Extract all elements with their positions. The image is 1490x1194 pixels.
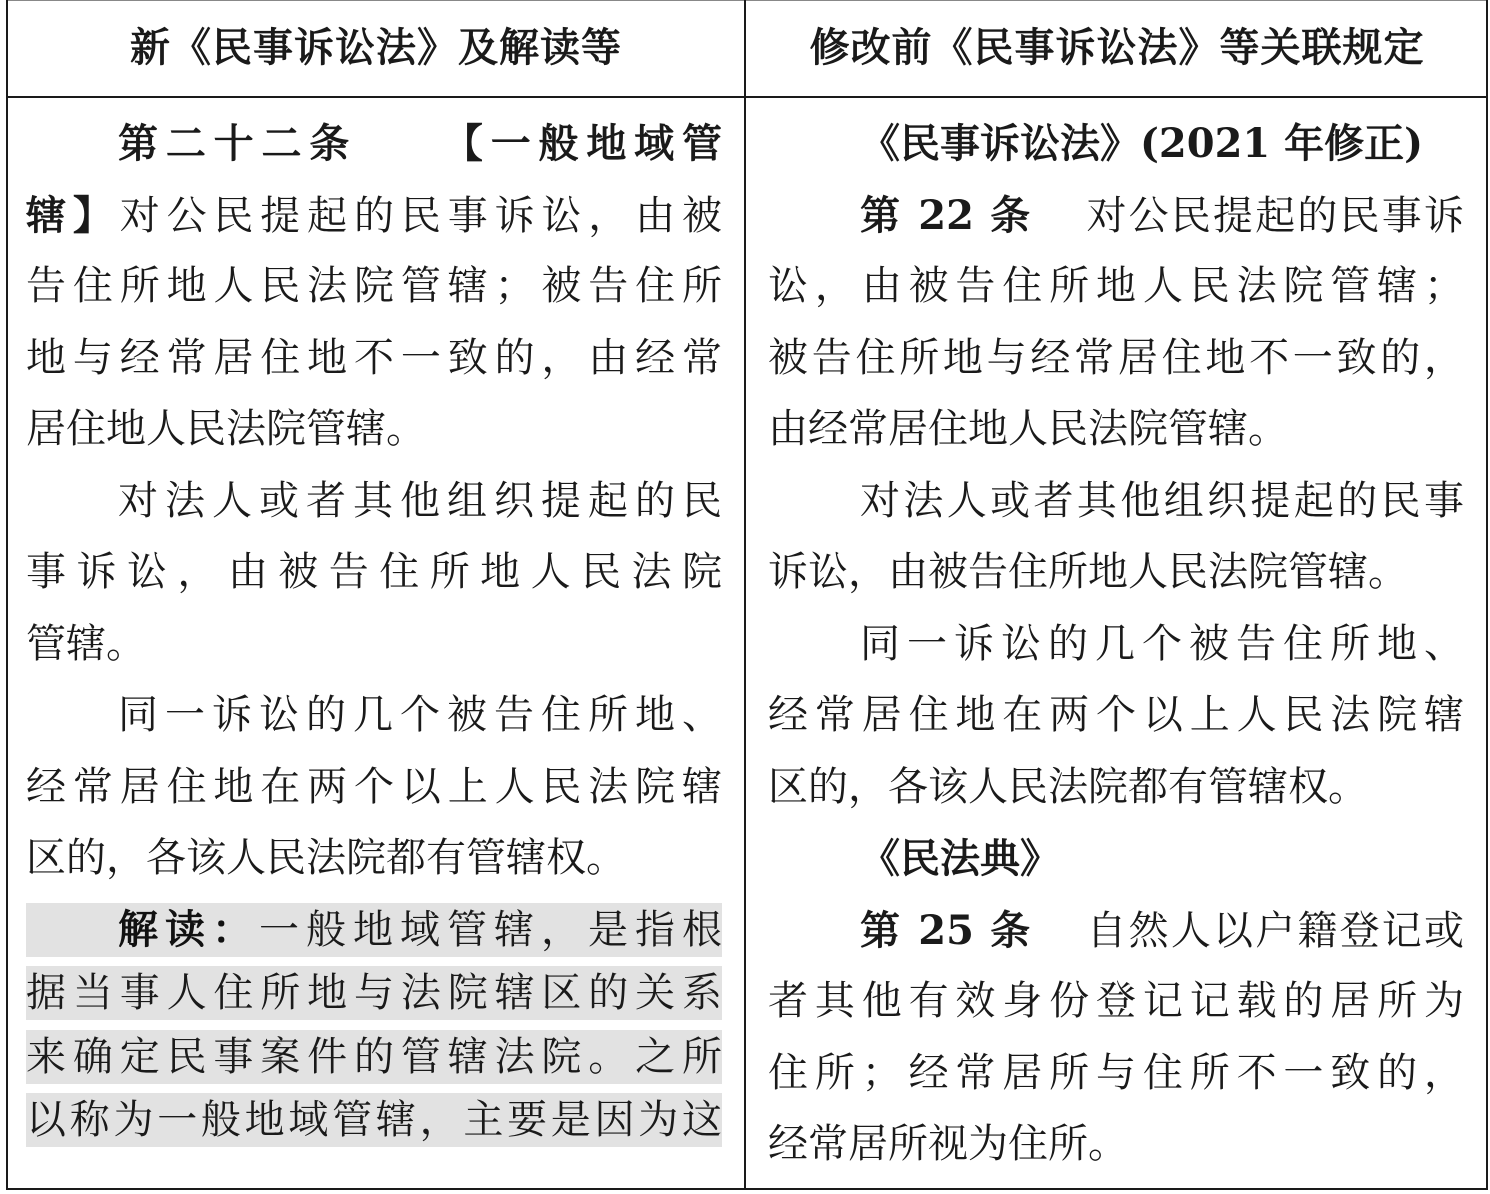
text-line: 区的，各该人民法院都有管辖权。 xyxy=(26,835,626,881)
article-line xyxy=(768,895,1464,967)
article-label: 第 22 条 xyxy=(860,191,1033,239)
text-line: 对法人或者其他组织提起的民 xyxy=(118,477,722,524)
text-line: 区的，各该人民法院都有管辖权。 xyxy=(768,763,1368,810)
text-line: 同一诉讼的几个被告住所地、 xyxy=(860,620,1464,667)
article-heading xyxy=(26,108,722,180)
text-line: 同一诉讼的几个被告住所地、 xyxy=(118,692,722,738)
text-line xyxy=(26,180,722,252)
header-left: 新《民事诉讼法》及解读等 xyxy=(130,24,622,71)
interpretation-line: 以称为一般地域管辖，主要是因为这 xyxy=(26,1093,722,1147)
article-title-end: 辖】 xyxy=(26,191,120,239)
column-divider xyxy=(744,0,746,1190)
interpretation-label: 解读： xyxy=(118,905,259,953)
text-line: 经常居住地在两个以上人民法院辖 xyxy=(26,763,722,810)
text-line: 管辖。 xyxy=(26,620,146,667)
article-title: 【一般地域管 xyxy=(435,120,722,167)
text-line: 被告住所地与经常居住地不一致的， xyxy=(768,334,1464,381)
text-line: 讼，由被告住所地人民法院管辖； xyxy=(768,263,1464,309)
text-line: 者其他有效身份登记记载的居所为 xyxy=(768,978,1464,1024)
text-line: 经常居所视为住所。 xyxy=(768,1121,1128,1167)
text-line: 居住地人民法院管辖。 xyxy=(26,406,426,452)
text-line: 告住所地人民法院管辖；被告住所 xyxy=(26,263,722,309)
text-line: 住所；经常居所与住所不一致的， xyxy=(768,1049,1464,1096)
text-span: 一般地域管辖，是指根 xyxy=(259,906,722,953)
article-label: 第二十二条 xyxy=(118,120,358,167)
text-span: 对公民提起的民事诉讼，由被 xyxy=(119,192,722,239)
text-line: 地与经常居住地不一致的，由经常 xyxy=(26,334,722,381)
text-line: 经常居住地在两个以上人民法院辖 xyxy=(768,692,1464,738)
text-span: 对公民提起的民事诉 xyxy=(1084,192,1464,239)
text-line: 对法人或者其他组织提起的民事 xyxy=(860,477,1464,524)
header-divider xyxy=(6,96,1488,98)
interpretation-line xyxy=(26,903,722,957)
interpretation-line: 来确定民事案件的管辖法院。之所 xyxy=(26,1030,722,1084)
text-line: 由经常居住地人民法院管辖。 xyxy=(768,406,1288,452)
law-title: 《民事诉讼法》(2021 年修正) xyxy=(860,120,1424,167)
text-line: 诉讼，由被告住所地人民法院管辖。 xyxy=(768,549,1408,595)
law-title: 《民法典》 xyxy=(860,835,1060,882)
text-span: 自然人以户籍登记或 xyxy=(1084,907,1464,954)
text-line: 事诉讼，由被告住所地人民法院 xyxy=(26,549,722,595)
article-label: 第 25 条 xyxy=(860,906,1033,954)
left-column xyxy=(26,108,722,1157)
article-line xyxy=(768,180,1464,252)
header-right: 修改前《民事诉讼法》等关联规定 xyxy=(809,24,1425,71)
right-column xyxy=(768,108,1464,1181)
interpretation-line: 据当事人住所地与法院辖区的关系 xyxy=(26,966,722,1020)
